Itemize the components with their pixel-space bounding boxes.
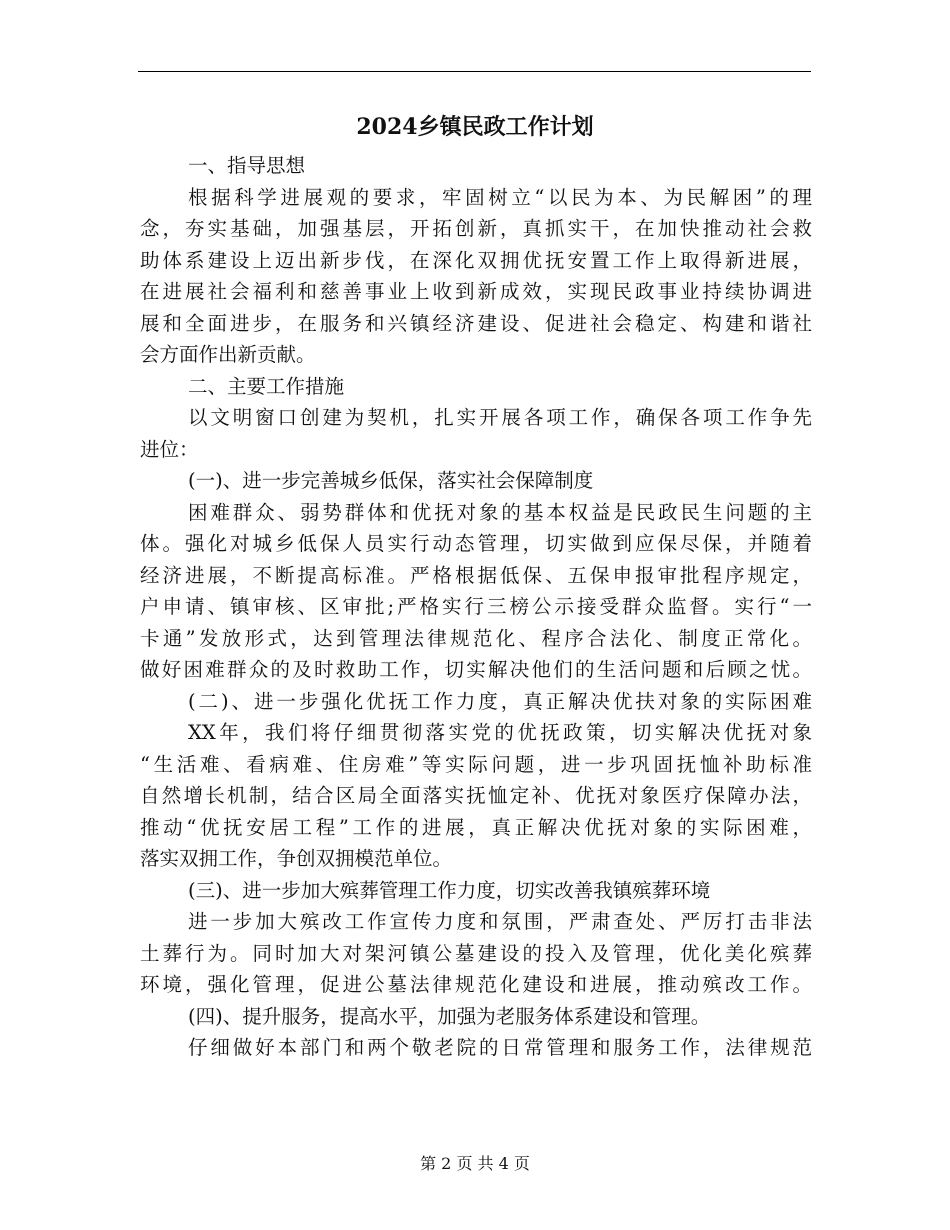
text-line: 体。强化对城乡低保人员实行动态管理，切实做到应保尽保，并随着 (140, 532, 812, 555)
text-line: XX年，我们将仔细贯彻落实党的优抚政策，切实解决优抚对象 (188, 721, 812, 744)
text-line: (三)、进一步加大殡葬管理工作力度，切实改善我镇殡葬环境 (188, 878, 711, 902)
text-line: 自然增长机制，结合区局全面落实抚恤定补、优抚对象医疗保障办法， (140, 784, 812, 807)
document-body (140, 150, 812, 1064)
header-rule (138, 71, 811, 72)
text-line: (二)、进一步强化优抚工作力度，真正解决优扶对象的实际困难 (188, 689, 812, 713)
text-line: 仔细做好本部门和两个敬老院的日常管理和服务工作，法律规范 (188, 1036, 812, 1059)
text-line: 经济进展，不断提高标准。严格根据低保、五保申报审批程序规定， (140, 563, 812, 587)
text-line: 念，夯实基础，加强基层，开拓创新，真抓实干，在加快推动社会救 (140, 217, 812, 240)
text-line: 环境，强化管理，促进公墓法律规范化建设和进展，推动殡改工作。 (140, 973, 812, 996)
text-line: 落实双拥工作，争创双拥模范单位。 (140, 847, 453, 870)
text-line: 一、指导思想 (188, 154, 306, 177)
text-line: 卡通”发放形式，达到管理法律规范化、程序合法化、制度正常化。 (140, 626, 812, 650)
text-line: 推动“优抚安居工程”工作的进展，真正解决优抚对象的实际困难， (140, 815, 812, 839)
text-line: 助体系建设上迈出新步伐，在深化双拥优抚安置工作上取得新进展， (140, 248, 812, 272)
page-footer: 第 2 页 共 4 页 (420, 1154, 530, 1173)
document-title: 2024乡镇民政工作计划 (356, 114, 594, 140)
text-line: 以文明窗口创建为契机，扎实开展各项工作，确保各项工作争先 (188, 406, 812, 429)
text-line: 会方面作出新贡献。 (140, 343, 316, 366)
text-line: (一)、进一步完善城乡低保，落实社会保障制度 (188, 469, 594, 492)
text-line: 进一步加大殡改工作宣传力度和氛围，严肃查处、严厉打击非法 (188, 910, 812, 933)
text-line: 二、主要工作措施 (188, 374, 345, 398)
text-line: 困难群众、弱势群体和优抚对象的基本权益是民政民生问题的主 (188, 500, 812, 524)
text-line: 根据科学进展观的要求，牢固树立“以民为本、为民解困”的理 (188, 185, 812, 209)
text-line: 展和全面进步，在服务和兴镇经济建设、促进社会稳定、构建和谐社 (140, 311, 812, 335)
text-line: “生活难、看病难、住房难”等实际问题，进一步巩固抚恤补助标准 (140, 752, 812, 776)
text-line: (四)、提升服务，提高水平，加强为老服务体系建设和管理。 (188, 1004, 711, 1028)
text-line: 土葬行为。同时加大对架河镇公墓建设的投入及管理，优化美化殡葬 (140, 941, 812, 965)
text-line: 进位： (140, 437, 199, 461)
text-line: 户申请、镇审核、区审批;严格实行三榜公示接受群众监督。实行“一 (140, 595, 812, 618)
text-line: 在进展社会福利和慈善事业上收到新成效，实现民政事业持续协调进 (140, 280, 812, 303)
text-line: 做好困难群众的及时救助工作，切实解决他们的生活问题和后顾之忧。 (140, 658, 812, 681)
